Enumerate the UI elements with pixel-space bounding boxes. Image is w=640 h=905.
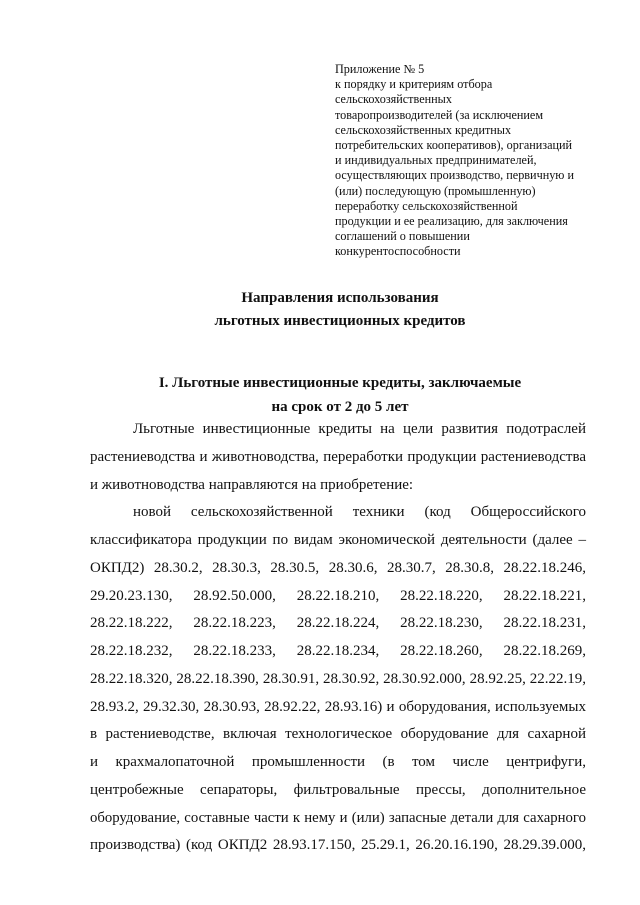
paragraph-line: в растениеводстве, включая технологическое оборудование для сахарной xyxy=(90,726,586,742)
appendix-line: и индивидуальных предпринимателей, xyxy=(335,153,537,168)
paragraph-line: 29.20.23.130, 28.92.50.000, 28.22.18.210, 28.22.18.220, 28.22.18.221, xyxy=(90,588,586,604)
appendix-line: сельскохозяйственных кредитных xyxy=(335,122,512,137)
paragraph-line: и животноводства направляются на приобретение: xyxy=(90,477,414,493)
paragraph-line: производства) (код ОКПД2 28.93.17.150, 25.29.1, 26.20.16.190, 28.29.39.000, xyxy=(90,837,586,853)
paragraph-line: растениеводства и животноводства, переработки продукции растениеводства xyxy=(90,449,586,465)
paragraph-line: Льготные инвестиционные кредиты на цели развития подотраслей xyxy=(133,421,586,437)
section-heading-line-2: на срок от 2 до 5 лет xyxy=(271,399,409,415)
paragraph-line: ОКПД2) 28.30.2, 28.30.3, 28.30.5, 28.30.6, 28.30.7, 28.30.8, 28.22.18.246, xyxy=(90,560,586,576)
paragraph-line: 28.22.18.222, 28.22.18.223, 28.22.18.224, 28.22.18.230, 28.22.18.231, xyxy=(90,615,586,631)
document-title-line-1: Направления использования xyxy=(241,290,439,306)
appendix-line: конкурентоспособности xyxy=(335,244,461,259)
appendix-line: Приложение № 5 xyxy=(335,62,425,76)
paragraph-line: центробежные сепараторы, фильтровальные прессы, дополнительное xyxy=(90,782,586,798)
appendix-line: продукции и ее реализацию, для заключения xyxy=(335,214,568,229)
paragraph-line: 28.93.2, 29.32.30, 28.30.93, 28.92.22, 28.93.16) и оборудования, используемых xyxy=(90,699,586,715)
appendix-line: соглашений о повышении xyxy=(335,229,470,244)
paragraph-line: оборудование, составные части к нему и (или) запасные детали для сахарного xyxy=(90,810,586,826)
appendix-line: переработку сельскохозяйственной xyxy=(335,198,518,213)
paragraph-line: 28.22.18.320, 28.22.18.390, 28.30.91, 28.30.92, 28.30.92.000, 28.92.25, 22.22.19, xyxy=(90,671,586,687)
appendix-header xyxy=(335,62,597,260)
appendix-line: к порядку и критериям отбора xyxy=(335,77,493,92)
paragraph-line: 28.22.18.232, 28.22.18.233, 28.22.18.234, 28.22.18.260, 28.22.18.269, xyxy=(90,643,586,659)
document-title-line-2: льготных инвестиционных кредитов xyxy=(214,313,466,329)
appendix-line: сельскохозяйственных xyxy=(335,92,452,107)
appendix-line: товаропроизводителей (за исключением xyxy=(335,107,544,122)
appendix-line: потребительских кооперативов), организаций xyxy=(335,138,573,153)
section-heading-line-1: I. Льготные инвестиционные кредиты, заключаемые xyxy=(158,375,522,391)
appendix-line: (или) последующую (промышленную) xyxy=(335,183,536,198)
paragraph-line: новой сельскохозяйственной техники (код Общероссийского xyxy=(133,504,586,520)
appendix-line: осуществляющих производство, первичную и xyxy=(335,168,574,183)
paragraph-line: классификатора продукции по видам экономической деятельности (далее – xyxy=(90,532,586,548)
paragraph-line: и крахмалопаточной промышленности (в том числе центрифуги, xyxy=(90,754,586,770)
